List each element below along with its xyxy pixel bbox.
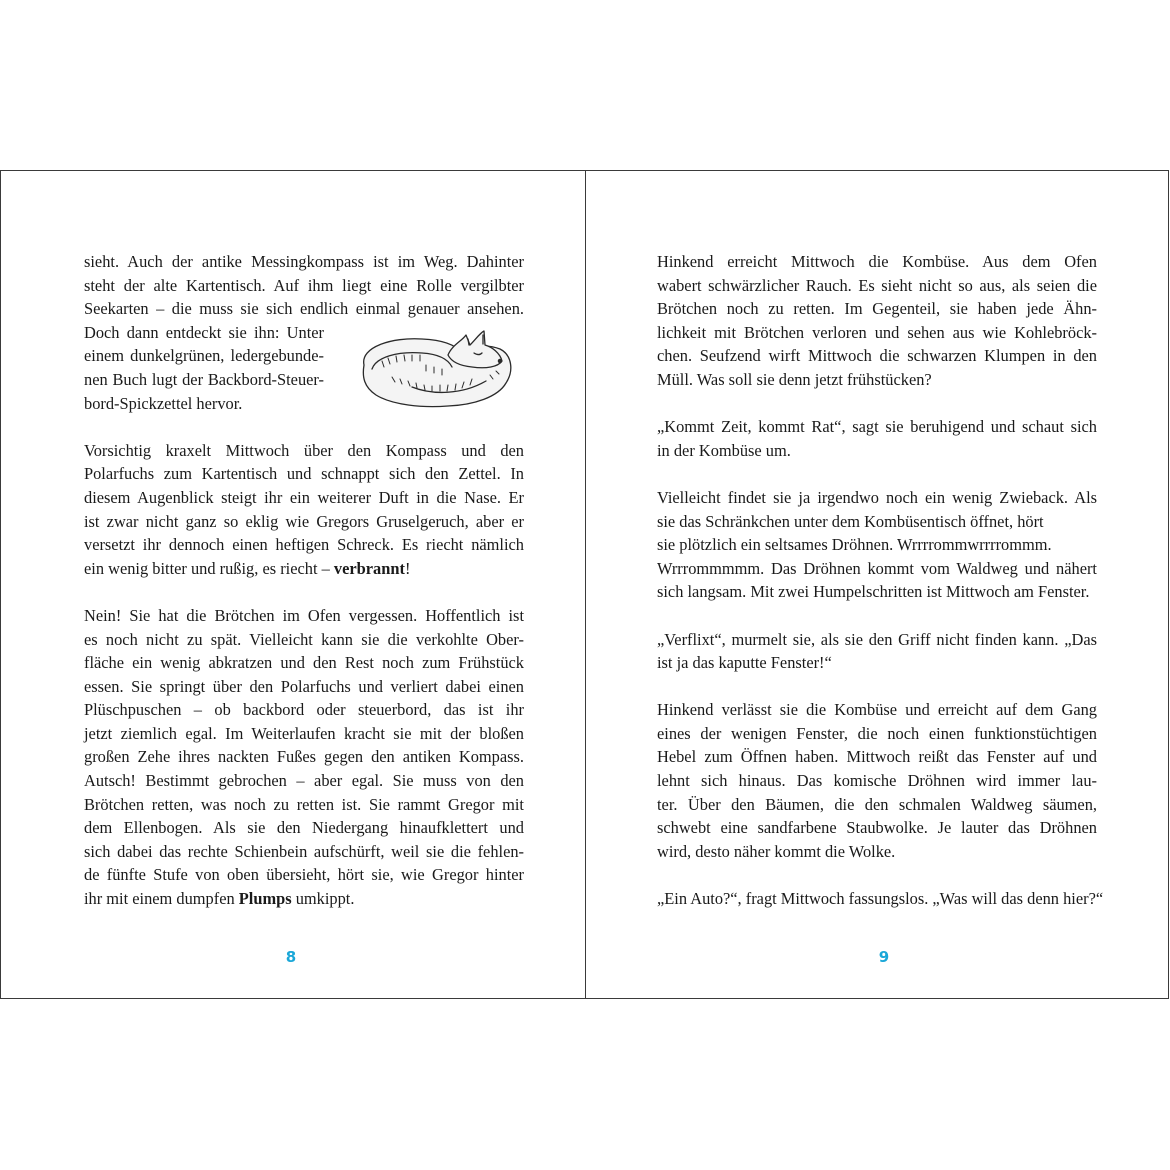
emphasis-plumps: Plumps [238, 889, 292, 909]
text-line: Vielleicht findet sie ja irgendwo noch ein wenig Zwieback. Als [657, 487, 1097, 507]
text-line: wabert schwärzlicher Rauch. Es sieht nicht so aus, als seien die [657, 275, 1097, 295]
text-line: eines der wenigen Fenster, die noch einen funktionstüchtigen [657, 723, 1097, 743]
text-line: chen. Seufzend wirft Mittwoch die schwarzen Klumpen in den [657, 346, 1097, 366]
text-line [84, 557, 524, 581]
text-line: Polarfuchs zum Kartentisch und schnappt sich den Zettel. In [84, 464, 524, 484]
page-number-left: 8 [285, 948, 297, 966]
text-line: nen Buch lugt der Backbord-Steuer- [84, 369, 324, 389]
text-line: bord-Spickzettel hervor. [84, 393, 243, 413]
text-line: in der Kombüse um. [657, 440, 791, 460]
text-line: dem Ellenbogen. Als sie den Niedergang hinaufklettert und [84, 818, 524, 838]
text-line: Hebel zum Öffnen haben. Mittwoch reißt das Fenster auf und [657, 747, 1097, 767]
text-line: einem dunkelgrünen, ledergebunde- [84, 346, 324, 366]
text-line: Brötchen noch zu retten. Im Gegenteil, sie haben jede Ähn- [657, 299, 1097, 319]
text-line: Wrrrommmmm. Das Dröhnen kommt vom Waldweg und nähert [657, 558, 1097, 578]
text-line: steht der alte Kartentisch. Auf ihm liegt eine Rolle vergilbter [84, 275, 524, 295]
text-line: sich dabei das rechte Schienbein aufschürft, weil sie die fehlen- [84, 841, 524, 861]
sleeping-arctic-fox-illustration [352, 325, 516, 415]
text-line: es noch nicht zu spät. Vielleicht kann sie die verkohlte Ober- [84, 629, 524, 649]
text-line [84, 887, 524, 911]
text-line: sie das Schränkchen unter dem Kombüsentisch öffnet, hört [657, 511, 1044, 531]
text-line: Nein! Sie hat die Brötchen im Ofen vergessen. Hoffentlich ist [84, 605, 524, 625]
text-line: Hinkend verlässt sie die Kombüse und erreicht auf dem Gang [657, 700, 1097, 720]
text-line: fläche ein wenig abkratzen und den Rest noch zum Frühstück [84, 653, 524, 673]
right-page-text [657, 250, 1104, 911]
text-line: diesem Augenblick steigt ihr ein weiterer Duft in die Nase. Er [84, 487, 524, 507]
text-line: versetzt ihr dennoch einen heftigen Schreck. Es riecht nämlich [84, 535, 524, 555]
text-line: schwebt eine sandfarbene Staubwolke. Je lauter das Dröhnen [657, 818, 1097, 838]
text-line: Hinkend erreicht Mittwoch die Kombüse. Aus dem Ofen [657, 252, 1097, 271]
text-line: Doch dann entdeckt sie ihn: Unter [84, 322, 324, 342]
text-line: „Kommt Zeit, kommt Rat“, sagt sie beruhigend und schaut sich [657, 417, 1097, 437]
text-line: Vorsichtig kraxelt Mittwoch über den Kompass und den [84, 440, 524, 460]
text-line: lehnt sich hinaus. Das komische Dröhnen wird immer lau- [657, 771, 1097, 791]
text-line: sich langsam. Mit zwei Humpelschritten ist Mittwoch am Fenster. [657, 582, 1090, 602]
page-number-right: 9 [878, 948, 890, 966]
text-line: ist ja das kaputte Fenster!“ [657, 653, 832, 673]
text-line: Autsch! Bestimmt gebrochen – aber egal. Sie muss von den [84, 771, 524, 791]
text-segment: ihr mit einem dumpfen [84, 889, 239, 909]
text-line: sieht. Auch der antike Messingkompass ist im Weg. Dahinter [84, 252, 524, 271]
text-segment: ! [404, 558, 411, 578]
text-line: de fünfte Stufe von oben übersieht, hört sie, wie Gregor hinter [84, 865, 524, 885]
book-gutter [585, 170, 586, 999]
text-line: wird, desto näher kommt die Wolke. [657, 841, 896, 861]
text-line: jetzt ziemlich egal. Im Weiterlaufen kracht sie mit der bloßen [84, 723, 524, 743]
text-line: Plüschpuschen – ob backbord oder steuerbord, das ist ihr [84, 700, 524, 720]
emphasis-verbrannt: verbrannt [333, 558, 405, 578]
text-line: „Ein Auto?“, fragt Mittwoch fassungslos. „Was will das denn hier?“ [657, 889, 1104, 909]
text-line: Seekarten – die muss sie sich endlich einmal genauer ansehen. [84, 299, 524, 319]
text-line: „Verflixt“, murmelt sie, als sie den Griff nicht finden kann. „Das [657, 629, 1097, 649]
text-line: sie plötzlich ein seltsames Dröhnen. Wrrrrommwrrrrommm. [657, 535, 1052, 555]
text-line: Brötchen retten, was noch zu retten ist. Sie rammt Gregor mit [84, 794, 524, 814]
text-line: ist zwar nicht ganz so eklig wie Gregors Gruselgeruch, aber er [84, 511, 524, 531]
text-line: ter. Über den Bäumen, die den schmalen Waldweg säumen, [657, 794, 1097, 814]
text-line: Müll. Was soll sie denn jetzt frühstücken? [657, 369, 932, 389]
text-line: essen. Sie springt über den Polarfuchs und verliert dabei einen [84, 676, 524, 696]
text-line: lichkeit mit Brötchen verloren und sehen aus wie Kohlebröck- [657, 322, 1097, 342]
text-line: großen Zehe ihres nackten Fußes gegen den antiken Kompass. [84, 747, 524, 767]
text-segment: umkippt. [291, 889, 355, 909]
text-segment: ein wenig bitter und rußig, es riecht – [84, 558, 334, 578]
